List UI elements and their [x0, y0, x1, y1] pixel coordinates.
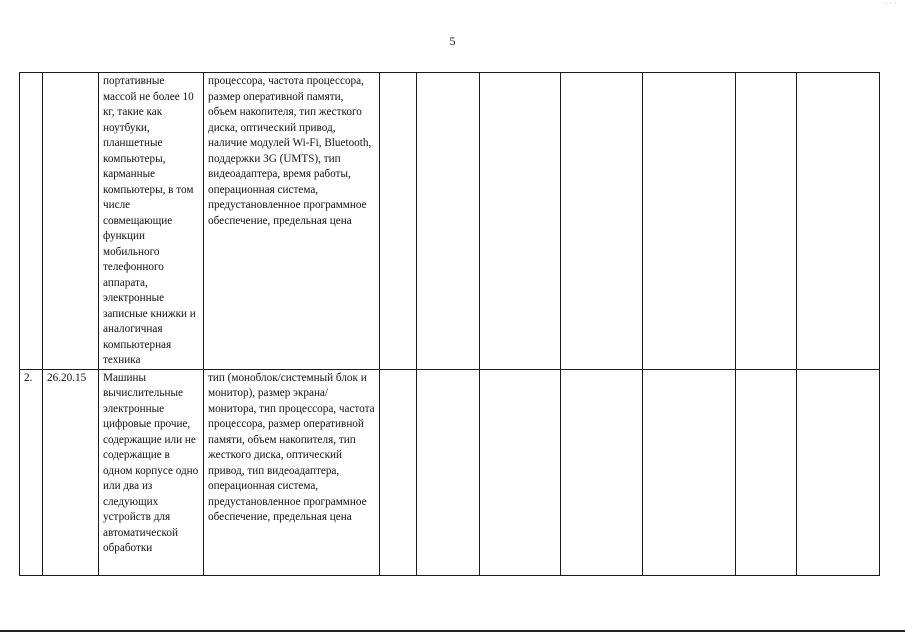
empty-cell [797, 369, 880, 575]
page-bottom-rule [0, 630, 905, 632]
catalog-table [19, 72, 880, 576]
row-number-cell: 2. [20, 369, 43, 575]
okpd-code-cell: 26.20.15 [43, 369, 99, 575]
okpd-code-cell [43, 73, 99, 370]
empty-cell [380, 369, 417, 575]
page-number: 5 [449, 34, 456, 48]
empty-cell [643, 73, 736, 370]
item-name-cell: Машины вычислительные электронные цифровые прочие, содержащие или не содержащие в одном корпусе одно или два из следующих устройств для автоматической обработки [99, 369, 204, 575]
empty-cell [417, 369, 480, 575]
empty-cell [380, 73, 417, 370]
empty-cell [643, 369, 736, 575]
empty-cell [561, 73, 643, 370]
row-number-cell [20, 73, 43, 370]
table-row [20, 73, 880, 370]
empty-cell [736, 73, 797, 370]
empty-cell [561, 369, 643, 575]
empty-cell [417, 73, 480, 370]
table-row [20, 369, 880, 575]
empty-cell [480, 73, 561, 370]
empty-cell [480, 369, 561, 575]
characteristics-cell: процессора, частота процессора, размер оперативной памяти, объем накопителя, тип жесткого диска, оптический привод, наличие модулей Wi-Fi, Bluetooth, поддержки 3G (UMTS), тип видеоадаптера, время работы, операционная система, предустановленное программное обеспечение, предельная цена [204, 73, 380, 370]
characteristics-cell: тип (моноблок/системный блок и монитор), размер экрана/монитора, тип процессора, частота процессора, размер оперативной памяти, объем накопителя, тип жесткого диска, оптический привод, тип видеоадаптера, операционная система, предустановленное программное обеспечение, предельная цена [204, 369, 380, 575]
empty-cell [797, 73, 880, 370]
scan-corner-mark: · · · [885, 0, 897, 8]
empty-cell [736, 369, 797, 575]
item-name-cell: портативные массой не более 10 кг, такие как ноутбуки, планшетные компьютеры, карманные компьютеры, в том числе совмещающие функции мобильного телефонного аппарата, электронные записные книжки и аналогичная компьютерная техника [99, 73, 204, 370]
